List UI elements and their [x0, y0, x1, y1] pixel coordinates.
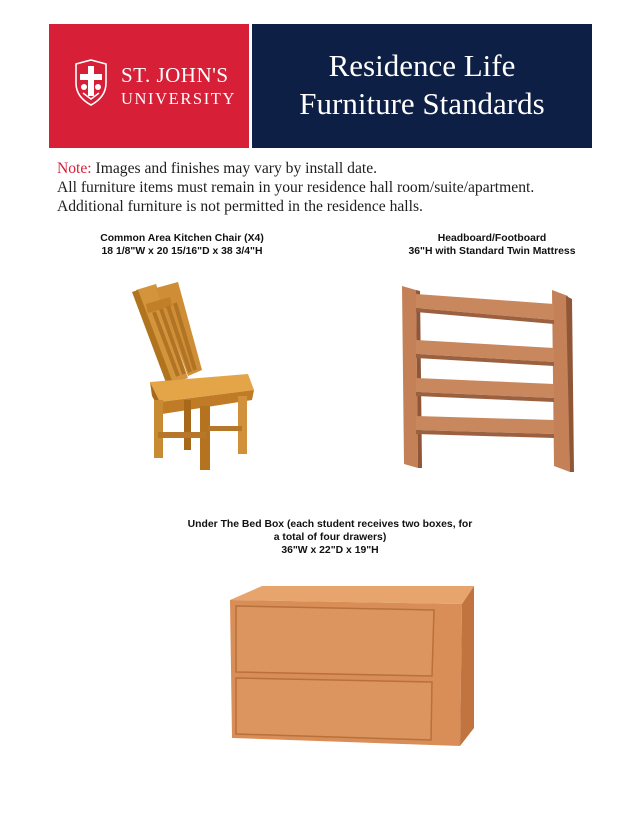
chair-dimensions: 18 1/8"W x 20 15/16"D x 38 3/4"H	[101, 246, 263, 257]
page-title-line2: Furniture Standards	[299, 86, 545, 121]
logo-wordmark-line2: UNIVERSITY	[121, 89, 236, 108]
bed-box-image	[226, 586, 474, 750]
headboard-name: Headboard/Footboard	[437, 233, 547, 244]
chair-image	[128, 282, 258, 472]
university-shield-icon	[73, 59, 109, 107]
logo-wordmark-line1: ST. JOHN'S	[121, 63, 229, 87]
bed-box-name-line2: a total of four drawers)	[273, 532, 387, 543]
notice-line-3: Additional furniture is not permitted in the residence halls.	[57, 198, 423, 215]
headboard-image	[392, 282, 588, 474]
bed-box-caption	[160, 518, 500, 557]
notice-line-1: Note: Images and finishes may vary by install date.	[57, 160, 378, 177]
notice-line-2: All furniture items must remain in your residence hall room/suite/apartment.	[57, 179, 535, 196]
bed-box-name-line1: Under The Bed Box (each student receives two boxes, for	[187, 519, 473, 530]
chair-caption	[72, 232, 292, 258]
note-label: Note:	[57, 160, 92, 177]
headboard-dimensions: 36"H with Standard Twin Mattress	[408, 246, 576, 257]
chair-name: Common Area Kitchen Chair (X4)	[100, 233, 264, 244]
headboard-caption	[382, 232, 602, 258]
page-title-line1: Residence Life	[328, 48, 516, 83]
notice-text	[57, 159, 534, 216]
bed-box-dimensions: 36"W x 22"D x 19"H	[281, 545, 379, 556]
